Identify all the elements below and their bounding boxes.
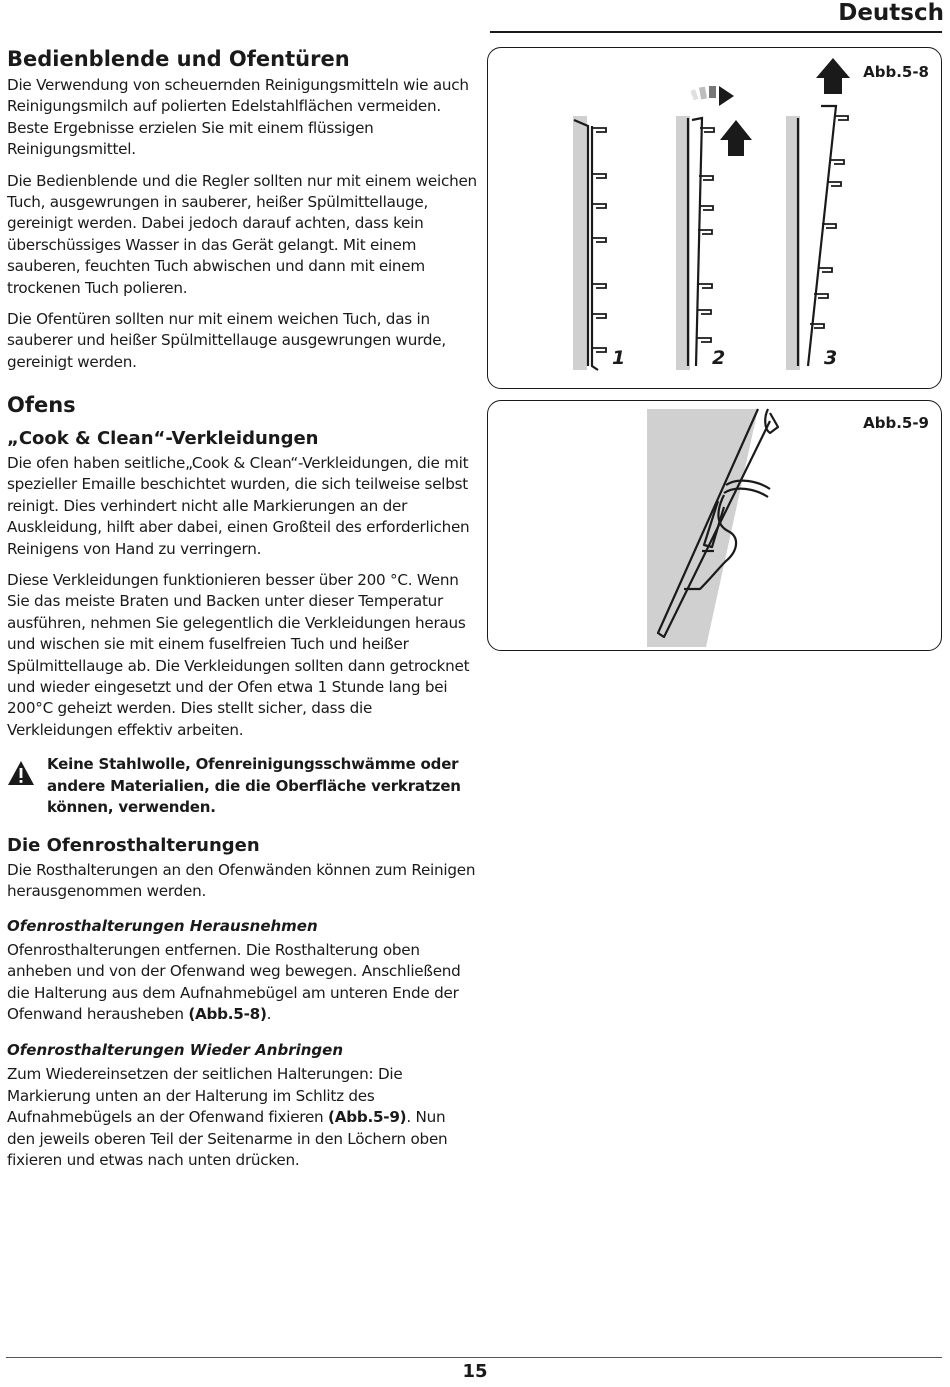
shelf-support-removal-illustration (488, 48, 941, 388)
refit-text: Zum Wiedereinsetzen der seitlichen Halterungen: Die Markierung unten an der Halterung im Schlitz des Aufnahmebügels an der Ofenwand fixieren (7, 1065, 403, 1127)
remove-text-end: . (266, 1005, 272, 1024)
section-title-controls: Bedienblende und Ofentüren (7, 47, 350, 71)
stage-1-illustration (573, 116, 606, 370)
arrow-up-icon (720, 120, 752, 156)
subheading-remove: Ofenrosthalterungen Herausnehmen (7, 916, 318, 935)
stage-number-1: 1 (612, 347, 626, 369)
stage-number-3: 3 (824, 347, 838, 369)
figure-ref-5-8: (Abb.5-8) (188, 1005, 267, 1024)
refit-text-end: . Nun den jeweils oberen Teil der Seitenarme in den Löchern oben fixieren und etwas nach unten drücken. (7, 1108, 448, 1170)
stage-number-2: 2 (712, 347, 726, 369)
shelf-support-refit-illustration (488, 401, 941, 650)
rotate-arrow-icon (690, 86, 734, 106)
arrow-up-icon (816, 58, 850, 94)
section-title-supports: Die Ofenrosthalterungen (7, 835, 260, 856)
warning-triangle-icon (7, 760, 35, 786)
paragraph-ovens-2: Diese Verkleidungen funktionieren besser über 200 °C. Wenn Sie das meiste Braten und Backen unter dieser Temperatur ausführen, nehmen Sie gelegentlich die Verkleidungen heraus und wischen sie mit einem fuselfreien Tuch und heißer Spülmittellauge ab. Die Verkleidungen sollten dann getrocknet und wieder eingesetzt und der Ofen etwa 1 Stunde lang bei 200°C geheizt werden. Dies stellt sicher, dass die Verkleidungen effektiv arbeiten. (7, 571, 470, 739)
header-rule (490, 31, 942, 33)
subheading-refit: Ofenrosthalterungen Wieder Anbringen (7, 1041, 344, 1060)
section-subtitle-cook-clean: „Cook & Clean“-Verkleidungen (7, 428, 319, 449)
footer-rule (6, 1357, 942, 1358)
paragraph-controls-3: Die Ofentüren sollten nur mit einem weichen Tuch, das in sauberer und heißer Spülmittellauge ausgewrungen wurde, gereinigt werden. (7, 310, 446, 371)
warning-text: Keine Stahlwolle, Ofenreinigungsschwämme oder andere Materialien, die die Oberfläche verkratzen können, verwenden. (47, 755, 461, 816)
paragraph-ovens-1: Die ofen haben seitliche„Cook & Clean“-Verkleidungen, die mit spezieller Emaille beschichtet wurden, die sich teilweise selbst reinigt. Dies verhindert nicht alle Markierungen an der Auskleidung, hilft aber dabei, einen Großteil des erforderlichen Reinigens von Hand zu verringern. (7, 454, 470, 558)
paragraph-remove (7, 940, 477, 1026)
page-number: 15 (462, 1361, 488, 1382)
section-controls (7, 46, 477, 373)
page-language: Deutsch (838, 0, 944, 26)
stage-2-illustration (676, 86, 752, 370)
section-supports (7, 834, 477, 1171)
section-title-ovens: Ofens (7, 393, 76, 417)
figure-label-5-8: Abb.5-8 (863, 63, 929, 81)
paragraph-controls-1: Die Verwendung von scheuernden Reinigungsmitteln wie auch Reinigungsmilch auf polierten Edelstahlflächen vermeiden. Beste Ergebnisse erzielen Sie mit einem flüssigen Reinigungsmittel. (7, 76, 469, 159)
paragraph-controls-2: Die Bedienblende und die Regler sollten nur mit einem weichen Tuch, ausgewrungen in sauberer, heißer Spülmittellauge, gereinigt werden. Dabei jedoch darauf achten, dass kein überschüssiges Wasser in das Gerät gelangt. Mit einem sauberen, feuchten Tuch abwischen und dann mit einem trockenen Tuch polieren. (7, 171, 477, 297)
remove-text: Ofenrosthalterungen entfernen. Die Rosthalterung oben anheben und von der Ofenwand weg bewegen. Anschließend die Halterung aus dem Aufnahmebügel am unteren Ende der Ofenwand herausheben (7, 940, 461, 1024)
figure-ref-5-9: (Abb.5-9) (328, 1108, 407, 1127)
figure-5-9 (487, 400, 942, 651)
paragraph-supports-intro: Die Rosthalterungen an den Ofenwänden können zum Reinigen herausgenommen werden. (7, 861, 476, 901)
paragraph-refit (7, 1064, 477, 1171)
section-ovens (7, 392, 477, 741)
stage-3-illustration (786, 58, 850, 370)
figure-5-8 (487, 47, 942, 389)
figure-label-5-9: Abb.5-9 (863, 414, 929, 432)
